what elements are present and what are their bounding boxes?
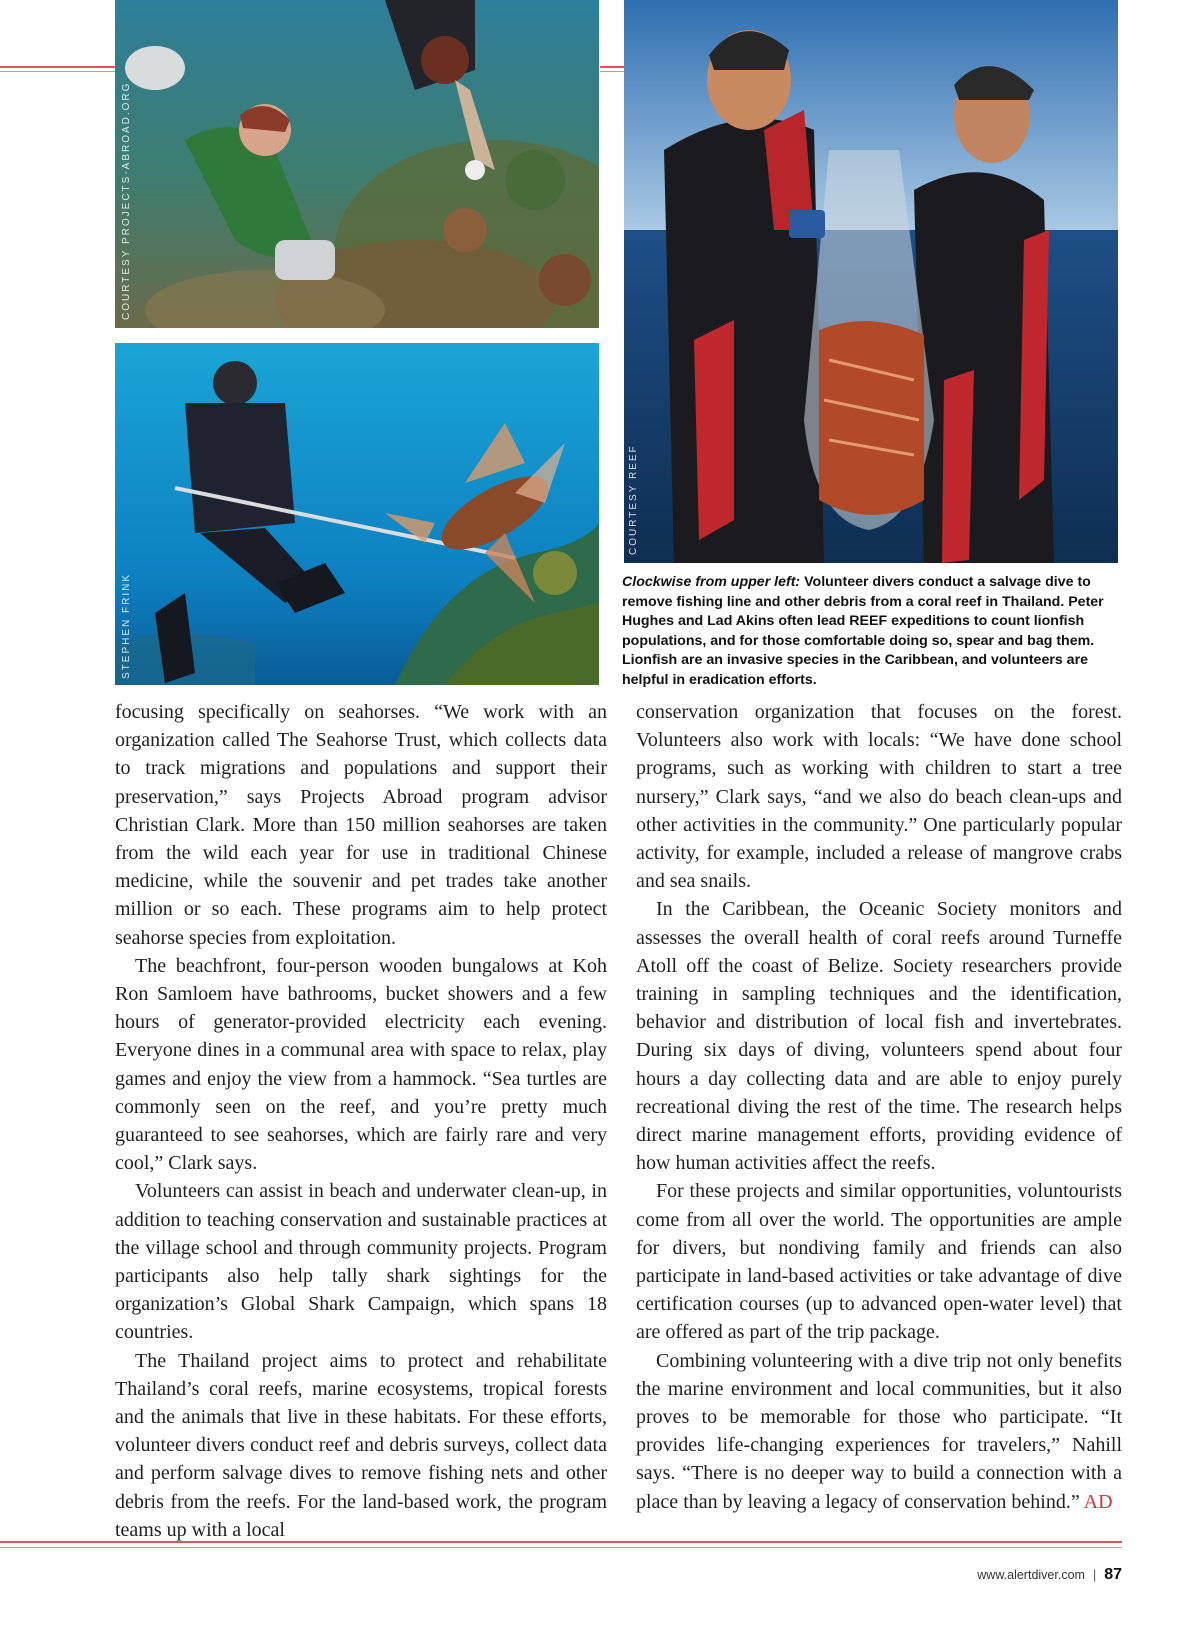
photo-salvage-dive: [115, 0, 599, 328]
article-column-left: [115, 698, 607, 1544]
photo-credit-stephen-frink: STEPHEN FRINK: [121, 572, 132, 679]
top-rule-left-2: [0, 71, 115, 72]
article-column-right: [636, 698, 1122, 1516]
lionfish-diver-image: [115, 343, 599, 685]
caption-text: Volunteer divers conduct a salvage dive to remove fishing line and other debris from a coral reef in Thailand. Peter Hughes and Lad Akins often lead REEF expeditions to count lionfish populations, and for those comfortable doing so, spear and bag them. Lionfish are an invasive species in the Caribbean, and volunteers are helpful in eradication efforts.: [622, 574, 1104, 688]
photo-credit-projects-abroad: COURTESY PROJECTS-ABROAD.ORG: [121, 81, 132, 320]
page-footer: [977, 1566, 1122, 1584]
article-paragraph: The beachfront, four-person wooden bungalows at Koh Ron Samloem have bathrooms, bucket showers and a few hours of generator-provided electricity each evening. Everyone dines in a communal area with space to relax, play games and enjoy the view from a hammock. “Sea turtles are commonly seen on the reef, and you’re pretty much guaranteed to see seahorses, which are fairly rare and very cool,” Clark says.: [115, 954, 607, 1175]
article-paragraph: In the Caribbean, the Oceanic Society monitors and assesses the overall health of coral reefs around Turneffe Atoll off the coast of Belize. Society researchers provide training in sampling techniques and the identification, behavior and distribution of local fish and invertebrates. During six days of diving, volunteers spend about four hours a day collecting data and are able to enjoy purely recreational diving the rest of the time. The research helps direct marine management efforts, providing evidence of how human activities affect the reefs.: [636, 898, 1122, 1175]
footer-separator: |: [1092, 1568, 1097, 1582]
bottom-rule-2: [0, 1547, 1122, 1548]
photo-caption: [622, 573, 1122, 690]
page-number: 87: [1104, 1566, 1122, 1583]
top-rule-mid: [600, 66, 624, 68]
photo-reef-divers: [624, 0, 1118, 563]
footer-url[interactable]: www.alertdiver.com: [977, 1568, 1085, 1582]
photo-lionfish-diver: [115, 343, 599, 685]
reef-divers-image: [624, 0, 1118, 563]
top-rule-left: [0, 66, 115, 68]
caption-lead: Clockwise from upper left:: [622, 574, 801, 590]
article-paragraph: Volunteers can assist in beach and underwater clean-up, in addition to teaching conservation and sustainable practices at the village school and through community projects. Program participants also help tally shark sightings for the organization’s Global Shark Campaign, which spans 18 countries.: [115, 1180, 607, 1344]
salvage-dive-image: [115, 0, 599, 328]
bottom-rule: [0, 1541, 1122, 1543]
final-paragraph-text: Combining volunteering with a dive trip not only benefits the marine environment and local communities, but it also proves to be memorable for those who participate. “It provides life-changing experiences for travelers,” Nahill says. “There is no deeper way to build a connection with a place than by leaving a legacy of conservation behind.”: [636, 1349, 1122, 1513]
article-paragraph: For these projects and similar opportunities, voluntourists come from all over the world. The opportunities are ample for divers, but nondiving family and friends can also participate in land-based activities or take advantage of dive certification courses (up to advanced open-water level) that are offered as part of the trip package.: [636, 1180, 1122, 1344]
top-rule-mid-2: [600, 71, 624, 72]
article-paragraph: focusing specifically on seahorses. “We work with an organization called The Seahorse Trust, which collects data to track migrations and populations and support their preservation,” says Projects Abroad program advisor Christian Clark. More than 150 million seahorses are taken from the wild each year for use in traditional Chinese medicine, while the souvenir and pet trades take another million or so each. These programs aim to help protect seahorse species from exploitation.: [115, 701, 607, 949]
article-paragraph-final: [636, 1347, 1122, 1516]
photo-credit-reef: COURTESY REEF: [628, 444, 639, 555]
article-paragraph: The Thailand project aims to protect and rehabilitate Thailand’s coral reefs, marine ecosystems, tropical forests and the animals that live in these habitats. For these efforts, volunteer divers conduct reef and debris surveys, collect data and perform salvage dives to remove fishing nets and other debris from the reefs. For the land-based work, the program teams up with a local: [115, 1349, 607, 1541]
article-signoff: AD: [1083, 1490, 1113, 1513]
article-paragraph: conservation organization that focuses on the forest. Volunteers also work with locals: “We have done school programs, such as working with children to start a tree nursery,” Clark says, “and we also do beach clean-ups and other activities in the community.” One particularly popular activity, for example, included a release of mangrove crabs and sea snails.: [636, 701, 1122, 893]
